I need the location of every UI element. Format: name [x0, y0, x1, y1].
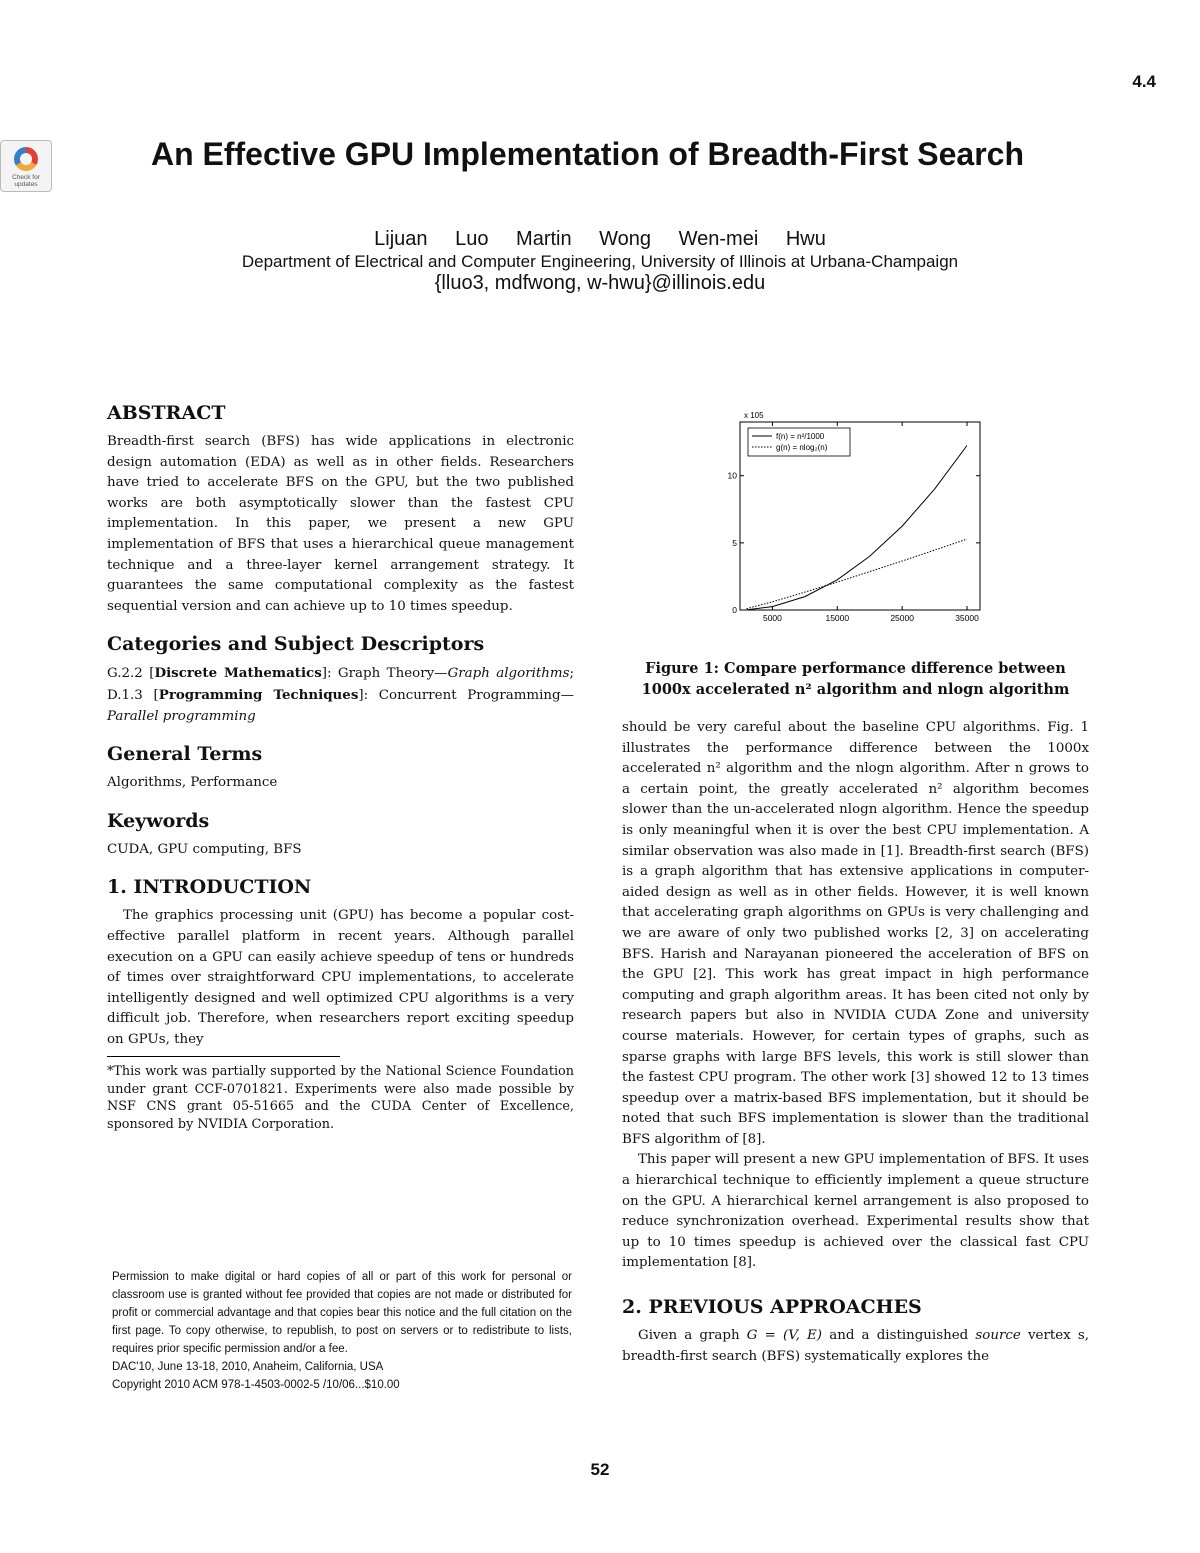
y-multiplier-label: x 105 [744, 411, 764, 420]
keywords-heading: Keywords [107, 809, 210, 832]
abstract-text: Breadth-first search (BFS) has wide applications in electronic design automation (EDA) as well as in other fields. Researchers have tried to accelerate BFS on the GPU, but the two published works are both asymptotically slower than the fastest CPU implementation. In this paper, we present a new GPU implementation of BFS that uses a hierarchical queue management technique and a three-layer kernel arrangement strategy. It guarantees the same computational complexity as the fastest sequential version and can achieve up to 10 times speedup. [107, 434, 574, 614]
page-number: 52 [590, 1460, 610, 1479]
permission-text: Permission to make digital or hard copies of all or part of this work for personal or classroom use is granted without fee provided that copies are not made or distributed for profit or commercial advantage and that copies bear this notice and the full citation on the first page. To copy otherwise, to republish, to post on servers or to redistribute to lists, requires prior specific permission and/or a fee. [112, 1271, 572, 1355]
footnote: *This work was partially supported by the National Science Foundation under grant CCF-0701821. Experiments were also made possible by NSF CNS grant 05-51665 and the CUDA Center of Excellence, sponsored by NVIDIA Corporation. [107, 1064, 574, 1132]
author-list [0, 228, 1200, 251]
general-terms-heading: General Terms [107, 743, 263, 766]
x-tick-label: 5000 [762, 613, 782, 623]
y-tick-label: 5 [732, 537, 737, 548]
legend-entry: g(n) = nlog₂(n) [776, 443, 828, 452]
previous-approaches-text: Given a graph G = (V, E) and a distinguished source vertex s, breadth-first search (BFS) systematically explores the [622, 1328, 1090, 1364]
keywords-text: CUDA, GPU computing, BFS [107, 841, 302, 857]
y-tick-label: 10 [727, 470, 737, 481]
right-column [622, 718, 1089, 1367]
y-tick-label: 0 [732, 605, 737, 615]
introduction-paragraph-2: This paper will present a new GPU implementation of BFS. It uses a hierarchical technique to efficiently implement a queue structure on the GPU. A hierarchical kernel arrangement is also proposed to reduce synchronization overhead. Experimental results show that up to 10 times speedup is achieved over the classical fast CPU implementation [8]. [622, 1152, 1089, 1271]
copyright-text: Copyright 2010 ACM 978-1-4503-0002-5 /10/06...$10.00 [112, 1379, 400, 1391]
categories-heading: Categories and Subject Descriptors [107, 633, 485, 656]
categories-text: G.2.2 [Discrete Mathematics]: Graph Theory—Graph algorithms; D.1.3 [Programming Techniques]: Concurrent Programming—Parallel programming [107, 665, 574, 724]
x-tick-label: 35000 [955, 613, 979, 623]
permission-block [112, 1268, 572, 1394]
author-name: Lijuan Luo [374, 228, 489, 250]
session-number: 4.4 [1132, 72, 1156, 91]
legend-entry: f(n) = n²/1000 [776, 432, 825, 441]
badge-text: Check for updates [12, 174, 40, 188]
general-terms-text: Algorithms, Performance [107, 775, 278, 791]
introduction-heading: 1. INTRODUCTION [107, 876, 312, 899]
paper-title: An Effective GPU Implementation of Breadth-First Search [150, 136, 1025, 172]
author-name: Martin Wong [516, 228, 652, 250]
series-line-1 [747, 446, 968, 610]
abstract-heading: ABSTRACT [107, 402, 226, 424]
footnote-divider [107, 1056, 340, 1057]
left-column [107, 402, 574, 1133]
affiliation: Department of Electrical and Computer Engineering, University of Illinois at Urbana-Champaign [241, 252, 959, 271]
series-line-2 [747, 539, 968, 609]
figure-1 [720, 400, 990, 632]
previous-approaches-heading: 2. PREVIOUS APPROACHES [622, 1296, 922, 1319]
x-tick-label: 25000 [890, 613, 914, 623]
author-name: Wen-mei Hwu [678, 228, 826, 250]
introduction-continued: should be very careful about the baseline CPU algorithms. Fig. 1 illustrates the performance difference between the 1000x accelerated n² algorithm and the nlogn algorithm. After n grows to a certain point, the greatly accelerated n² algorithm becomes slower than the un-accelerated nlogn algorithm. Hence the speedup is only meaningful when it is over the best CPU implementation. A similar observation was also made in [1]. Breadth-first search (BFS) is a graph algorithm that has extensive applications in computer-aided design as well as in other fields. However, it is well known that accelerating graph algorithms on GPUs is very challenging and we are aware of only two published works [2, 3] on accelerating BFS. Harish and Narayanan pioneered the acceleration of BFS on the GPU [2]. This work has great impact in high performance computing and graph algorithm areas. It has been cited not only by research papers but also in NVIDIA CUDA Zone and university course materials. However, for certain types of graphs, such as sparse graphs with large BFS levels, this work is still slower than the fastest CPU program. The other work [3] showed 12 to 13 times speedup over a matrix-based BFS implementation, but it should be noted that such BFS implementation is slower than the traditional BFS algorithm of [8]. [622, 720, 1089, 1147]
x-tick-label: 15000 [825, 613, 850, 623]
figure-caption: Figure 1: Compare performance difference between 1000x accelerated n² algorithm and nlogn algorithm [641, 660, 1070, 698]
author-emails: {lluo3, mdfwong, w-hwu}@illinois.edu [434, 272, 766, 294]
venue-text: DAC'10, June 13-18, 2010, Anaheim, California, USA [112, 1361, 384, 1373]
introduction-text: The graphics processing unit (GPU) has become a popular cost-effective parallel platform in recent years. Although parallel execution on a GPU can easily achieve speedup of tens or hundreds of times over straightforward CPU implementations, to accelerate intelligently designed and well optimized CPU algorithms is a very difficult job. Therefore, when researchers report exciting speedup on GPUs, they [107, 908, 574, 1047]
performance-chart [720, 400, 990, 632]
